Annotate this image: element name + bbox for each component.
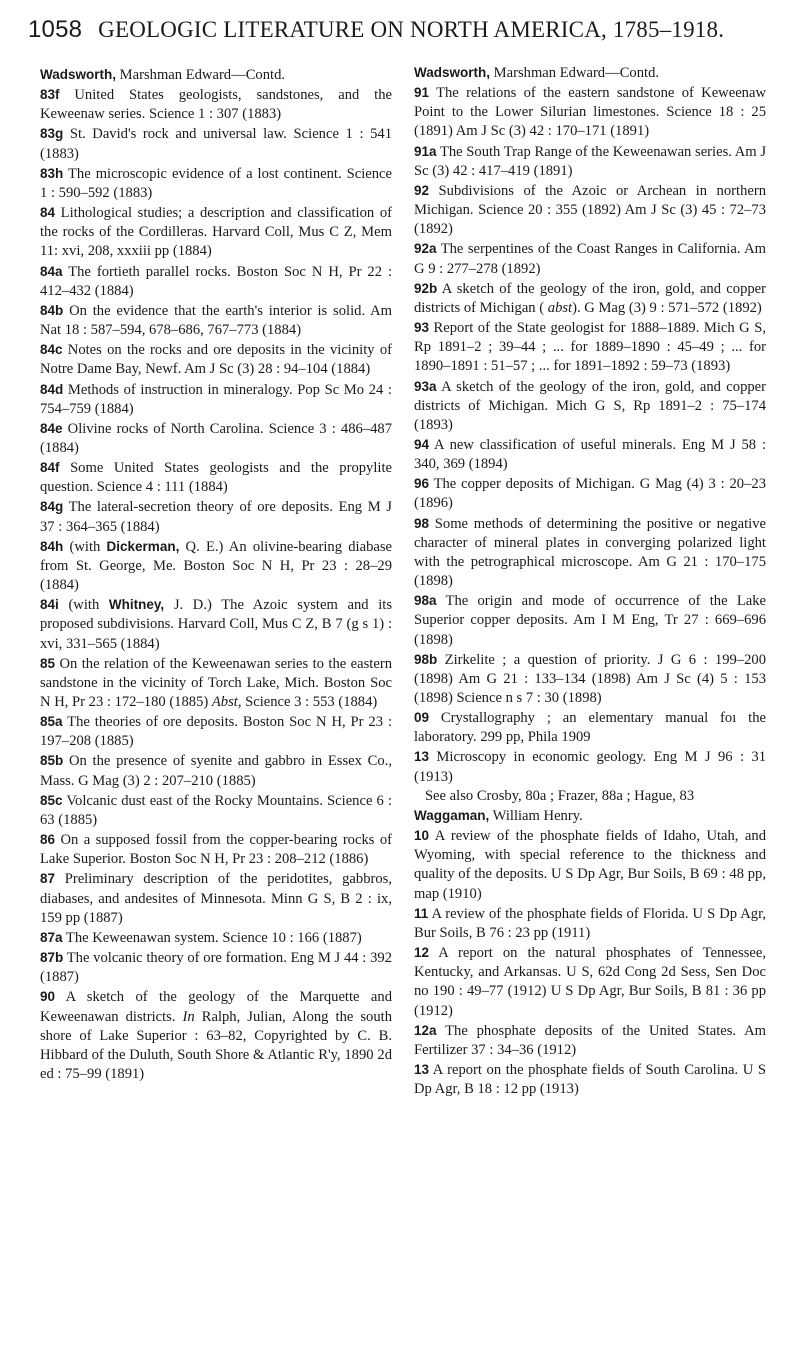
page-number: 1058 <box>28 16 83 43</box>
entry-number: 84h <box>40 538 64 554</box>
entry-text: Crystallography ; an elementary manual foı the laboratory. 299 pp, Phila 1909 <box>414 710 766 746</box>
entry-prefix: (with <box>63 538 107 555</box>
entry-text: St. David's rock and universal law. Science 1 : 541 (1883) <box>40 126 392 162</box>
entry-tail: ). G Mag (3) 9 : 571–572 (1892) <box>572 299 762 316</box>
entry-text: A report on the phosphate fields of South Carolina. U S Dp Agr, B 18 : 12 pp (1913) <box>414 1061 766 1098</box>
entry-number: 12 <box>414 945 430 961</box>
entry-number: 87a <box>40 929 63 945</box>
bibliography-entry <box>414 142 766 181</box>
bibliography-entry <box>40 869 392 927</box>
entry-number: 09 <box>414 710 430 726</box>
coauthor-name: Whitney, <box>108 597 165 613</box>
see-also-note <box>414 787 766 806</box>
bibliography-entry <box>414 181 766 239</box>
bibliography-entry <box>40 712 392 751</box>
author-heading <box>414 806 766 826</box>
author-heading <box>414 63 766 83</box>
entry-text: Some United States geologists and the propylite question. Science 4 : 111 (1884) <box>40 460 392 496</box>
entry-text: The fortieth parallel rocks. Boston Soc N H, Pr 22 : 412–432 (1884) <box>40 263 392 299</box>
entry-text: The phosphate deposits of the United States. Am Fertilizer 37 : 34–36 (1912) <box>414 1022 766 1058</box>
entry-text: Subdivisions of the Azoic or Archean in northern Michigan. Science 20 : 355 (1892) Am J Sc (3) 45 : 72–73 (1892) <box>414 182 766 238</box>
bibliography-entry <box>414 239 766 278</box>
entry-text: See also Crosby, 80a ; Frazer, 88a ; Hague, 83 <box>414 787 695 804</box>
author-name: Waggaman, <box>414 807 490 823</box>
entry-number: 91 <box>414 85 430 101</box>
entry-text: Some methods of determining the positive or negative character of mineral plates in converging polarized light with the petrographical microscope. Am G 21 : 170–175 (1898) <box>414 515 766 590</box>
entry-number: 86 <box>40 832 56 848</box>
entry-text: The serpentines of the Coast Ranges in California. Am G 9 : 277–278 (1892) <box>414 241 766 277</box>
bibliography-entry <box>40 537 392 595</box>
entry-text: On a supposed fossil from the copper-bearing rocks of Lake Superior. Boston Soc N H, Pr 23 : 208–212 (1886) <box>40 832 392 868</box>
entry-text: United States geologists, sandstones, and the Keweenaw series. Science 1 : 307 (1883) <box>40 87 392 123</box>
page-header <box>28 16 788 44</box>
bibliography-entry <box>414 474 766 513</box>
entry-text: Preliminary description of the peridotites, gabbros, diabases, and andesites of Minnesota. Minn G S, B 2 : ix, 159 pp (1887) <box>40 871 392 926</box>
entry-text: The origin and mode of occurrence of the Lake Superior copper deposits. Am I M Eng, Tr 27 : 669–696 (1898) <box>414 593 766 648</box>
bibliography-entry <box>414 318 766 376</box>
entry-number: 84b <box>40 302 64 318</box>
entry-number: 10 <box>414 828 430 844</box>
entry-text: Olivine rocks of North Carolina. Science 3 : 486–487 (1884) <box>40 420 392 456</box>
entry-text: Q. E.) An olivine-bearing diabase from St. George, Me. Boston Soc N H, Pr 23 : 28–29 (1884) <box>40 538 393 594</box>
entry-number: 83g <box>40 126 64 142</box>
entry-text: Marshman Edward—Contd. <box>116 67 286 83</box>
entry-text: Notes on the rocks and ore deposits in the vicinity of Notre Dame Bay, Newf. Am J Sc (3) 28 : 94–104 (1884) <box>40 342 392 378</box>
entry-text: A sketch of the geology of the iron, gold, and copper districts of Michigan ( <box>414 280 766 316</box>
entry-number: 94 <box>414 436 430 452</box>
bibliography-entry <box>40 301 392 340</box>
entry-number: 98 <box>414 515 430 531</box>
bibliography-entry <box>414 826 766 904</box>
entry-number: 91a <box>414 143 437 159</box>
entry-text: The lateral-secretion theory of ore deposits. Eng M J 37 : 364–365 (1884) <box>40 499 392 535</box>
bibliography-entry <box>40 419 392 458</box>
bibliography-entry <box>40 791 392 830</box>
bibliography-entry <box>40 85 392 124</box>
bibliography-entry <box>40 497 392 536</box>
running-title: GEOLOGIC LITERATURE ON NORTH AMERICA, 1785–1918. <box>98 17 725 42</box>
bibliography-entry <box>414 747 766 786</box>
entry-text: The volcanic theory of ore formation. Eng M J 44 : 392 (1887) <box>40 950 392 986</box>
entry-number: 13 <box>414 749 430 765</box>
entry-text: Methods of instruction in mineralogy. Pop Sc Mo 24 : 754–759 (1884) <box>40 381 392 417</box>
bibliography-entry <box>40 987 392 1084</box>
entry-number: 87b <box>40 950 64 966</box>
entry-number: 84a <box>40 263 63 279</box>
bibliography-entry <box>40 928 392 948</box>
bibliography-entry <box>414 1060 766 1099</box>
italic-note: abst <box>547 299 573 316</box>
bibliography-entry <box>414 377 766 435</box>
entry-text: A review of the phosphate fields of Florida. U S Dp Agr, Bur Soils, B 76 : 23 pp (1911) <box>414 905 766 941</box>
bibliography-entry <box>40 751 392 790</box>
entry-number: 93 <box>414 320 430 336</box>
entry-text: On the evidence that the earth's interior is solid. Am Nat 18 : 587–594, 678–686, 767–773 (1884) <box>40 302 392 339</box>
entry-text: The Keweenawan system. Science 10 : 166 (1887) <box>62 929 362 946</box>
entry-text: The microscopic evidence of a lost continent. Science 1 : 590–592 (1883) <box>40 165 392 201</box>
entry-number: 90 <box>40 989 56 1005</box>
bibliography-entry <box>40 203 392 261</box>
entry-number: 13 <box>414 1061 430 1077</box>
entry-text: A report on the natural phosphates of Tennessee, Kentucky, and Arkansas. U S, 62d Cong 2d Sess, Sen Doc no 190 : 49–77 (1912) U S Dp Agr, Bur Soils, B 81 : 36 pp (1912) <box>414 945 766 1019</box>
entry-text: A review of the phosphate fields of Idaho, Utah, and Wyoming, with special reference to the thickness and quality of the deposits. U S Dp Agr, Bur Soils, B 69 : 48 pp, map (1910) <box>414 828 766 902</box>
bibliography-entry <box>40 262 392 301</box>
author-name: Wadsworth, <box>414 65 490 80</box>
bibliography-entry <box>40 595 392 653</box>
entry-number: 92a <box>414 241 437 257</box>
bibliography-entry <box>414 1021 766 1060</box>
entry-number: 85a <box>40 714 63 730</box>
entry-number: 84e <box>40 420 63 436</box>
author-heading <box>40 65 392 85</box>
bibliography-entry <box>414 591 766 649</box>
italic-note: In <box>182 1008 195 1025</box>
entry-number: 84f <box>40 460 60 476</box>
entry-tail: Ralph, Julian, Along the south shore of Lake Superior : 63–82, Copyrighted by C. B. Hibbard of the Duluth, South Shore & Atlantic R'y, 1890 2d ed : 75–99 (1891) <box>40 1008 392 1082</box>
bibliography-entry <box>40 948 392 987</box>
entry-text: On the presence of syenite and gabbro in Essex Co., Mass. G Mag (3) 2 : 207–210 (1885) <box>40 753 392 789</box>
entry-text: A sketch of the geology of the iron, gold, and copper districts of Michigan. Mich G S, Rp 1891–2 : 75–174 (1893) <box>414 378 766 433</box>
right-column <box>414 63 766 1099</box>
bibliography-entry <box>414 435 766 474</box>
entry-text: J. D.) The Azoic system and its proposed subdivisions. Harvard Coll, Mus C Z, B 7 (g s 1) : xvi, 331–565 (1884) <box>40 597 392 652</box>
entry-number: 93a <box>414 378 437 394</box>
entry-text: Microscopy in economic geology. Eng M J 96 : 31 (1913) <box>414 749 766 785</box>
entry-text: Marshman Edward—Contd. <box>490 65 660 81</box>
bibliography-entry <box>40 164 392 203</box>
entry-number: 98b <box>414 651 438 667</box>
entry-number: 85 <box>40 655 56 671</box>
bibliography-entry <box>414 943 766 1021</box>
entry-text: On the relation of the Keweenawan series to the eastern sandstone in the vicinity of Torch Lake, Mich. Boston Soc N H, Pr 23 : 172–180 (1885) <box>40 655 392 710</box>
entry-number: 11 <box>414 905 429 921</box>
bibliography-entry <box>414 83 766 141</box>
entry-number: 84g <box>40 499 64 515</box>
entry-number: 83f <box>40 87 60 103</box>
entry-number: 12a <box>414 1022 437 1038</box>
entry-text: Lithological studies; a description and classification of the rocks of the Cordilleras. Harvard Coll, Mus C Z, Mem 11: xvi, 208, xxxiii pp (1884) <box>40 205 392 260</box>
entry-number: 92 <box>414 182 430 198</box>
entry-number: 84i <box>40 597 59 613</box>
bibliography-entry <box>40 830 392 869</box>
bibliography-entry <box>40 340 392 379</box>
bibliography-entry <box>414 650 766 708</box>
entry-number: 84d <box>40 381 64 397</box>
entry-text: Zirkelite ; a question of priority. J G 6 : 199–200 (1898) Am G 21 : 133–134 (1898) Am J Sc (4) 5 : 153 (1898) Science n s 7 : 30 (1898) <box>414 651 766 706</box>
coauthor-name: Dickerman, <box>106 538 180 554</box>
entry-text: A sketch of the geology of the Marquette and Keweenawan districts. <box>40 989 392 1025</box>
bibliography-entry <box>414 279 766 318</box>
entry-text: The South Trap Range of the Keweenawan series. Am J Sc (3) 42 : 417–419 (1891) <box>414 143 766 179</box>
entry-number: 85c <box>40 792 63 808</box>
bibliography-entry <box>40 124 392 163</box>
entry-text: The relations of the eastern sandstone of Keweenaw Point to the Lower Silurian limestones. Science 18 : 25 (1891) Am J Sc (3) 42 : 170–171 (1891) <box>414 85 766 140</box>
entry-number: 96 <box>414 476 430 492</box>
entry-text: A new classification of useful minerals. Eng M J 58 : 340, 369 (1894) <box>414 436 766 473</box>
entry-number: 87 <box>40 871 56 887</box>
bibliography-entry <box>40 380 392 419</box>
entry-text: The copper deposits of Michigan. G Mag (4) 3 : 20–23 (1896) <box>414 476 766 512</box>
entry-tail: Science 3 : 553 (1884) <box>241 694 378 710</box>
left-column <box>40 65 392 1084</box>
entry-number: 84c <box>40 342 63 358</box>
bibliography-entry <box>40 654 392 712</box>
bibliography-entry <box>414 708 766 747</box>
entry-text: Volcanic dust east of the Rocky Mountains. Science 6 : 63 (1885) <box>40 792 392 828</box>
entry-text: William Henry. <box>489 807 583 824</box>
entry-text: The theories of ore deposits. Boston Soc N H, Pr 23 : 197–208 (1885) <box>40 714 392 750</box>
bibliography-entry <box>414 514 766 592</box>
author-name: Wadsworth, <box>40 67 116 82</box>
entry-number: 92b <box>414 280 438 296</box>
bibliography-entry <box>40 458 392 497</box>
entry-number: 83h <box>40 165 64 181</box>
entry-prefix: (with <box>58 597 109 614</box>
bibliography-entry <box>414 904 766 943</box>
italic-note: Abst, <box>211 694 242 710</box>
entry-number: 84 <box>40 205 56 221</box>
entry-number: 98a <box>414 593 437 609</box>
entry-text: Report of the State geologist for 1888–1889. Mich G S, Rp 1891–2 ; 39–44 ; ... for 1889–1890 : 45–49 ; ... for 1890–1891 : 51–57 ; ... for 1891–1892 : 59–73 (1893) <box>414 320 766 375</box>
entry-number: 85b <box>40 753 64 769</box>
